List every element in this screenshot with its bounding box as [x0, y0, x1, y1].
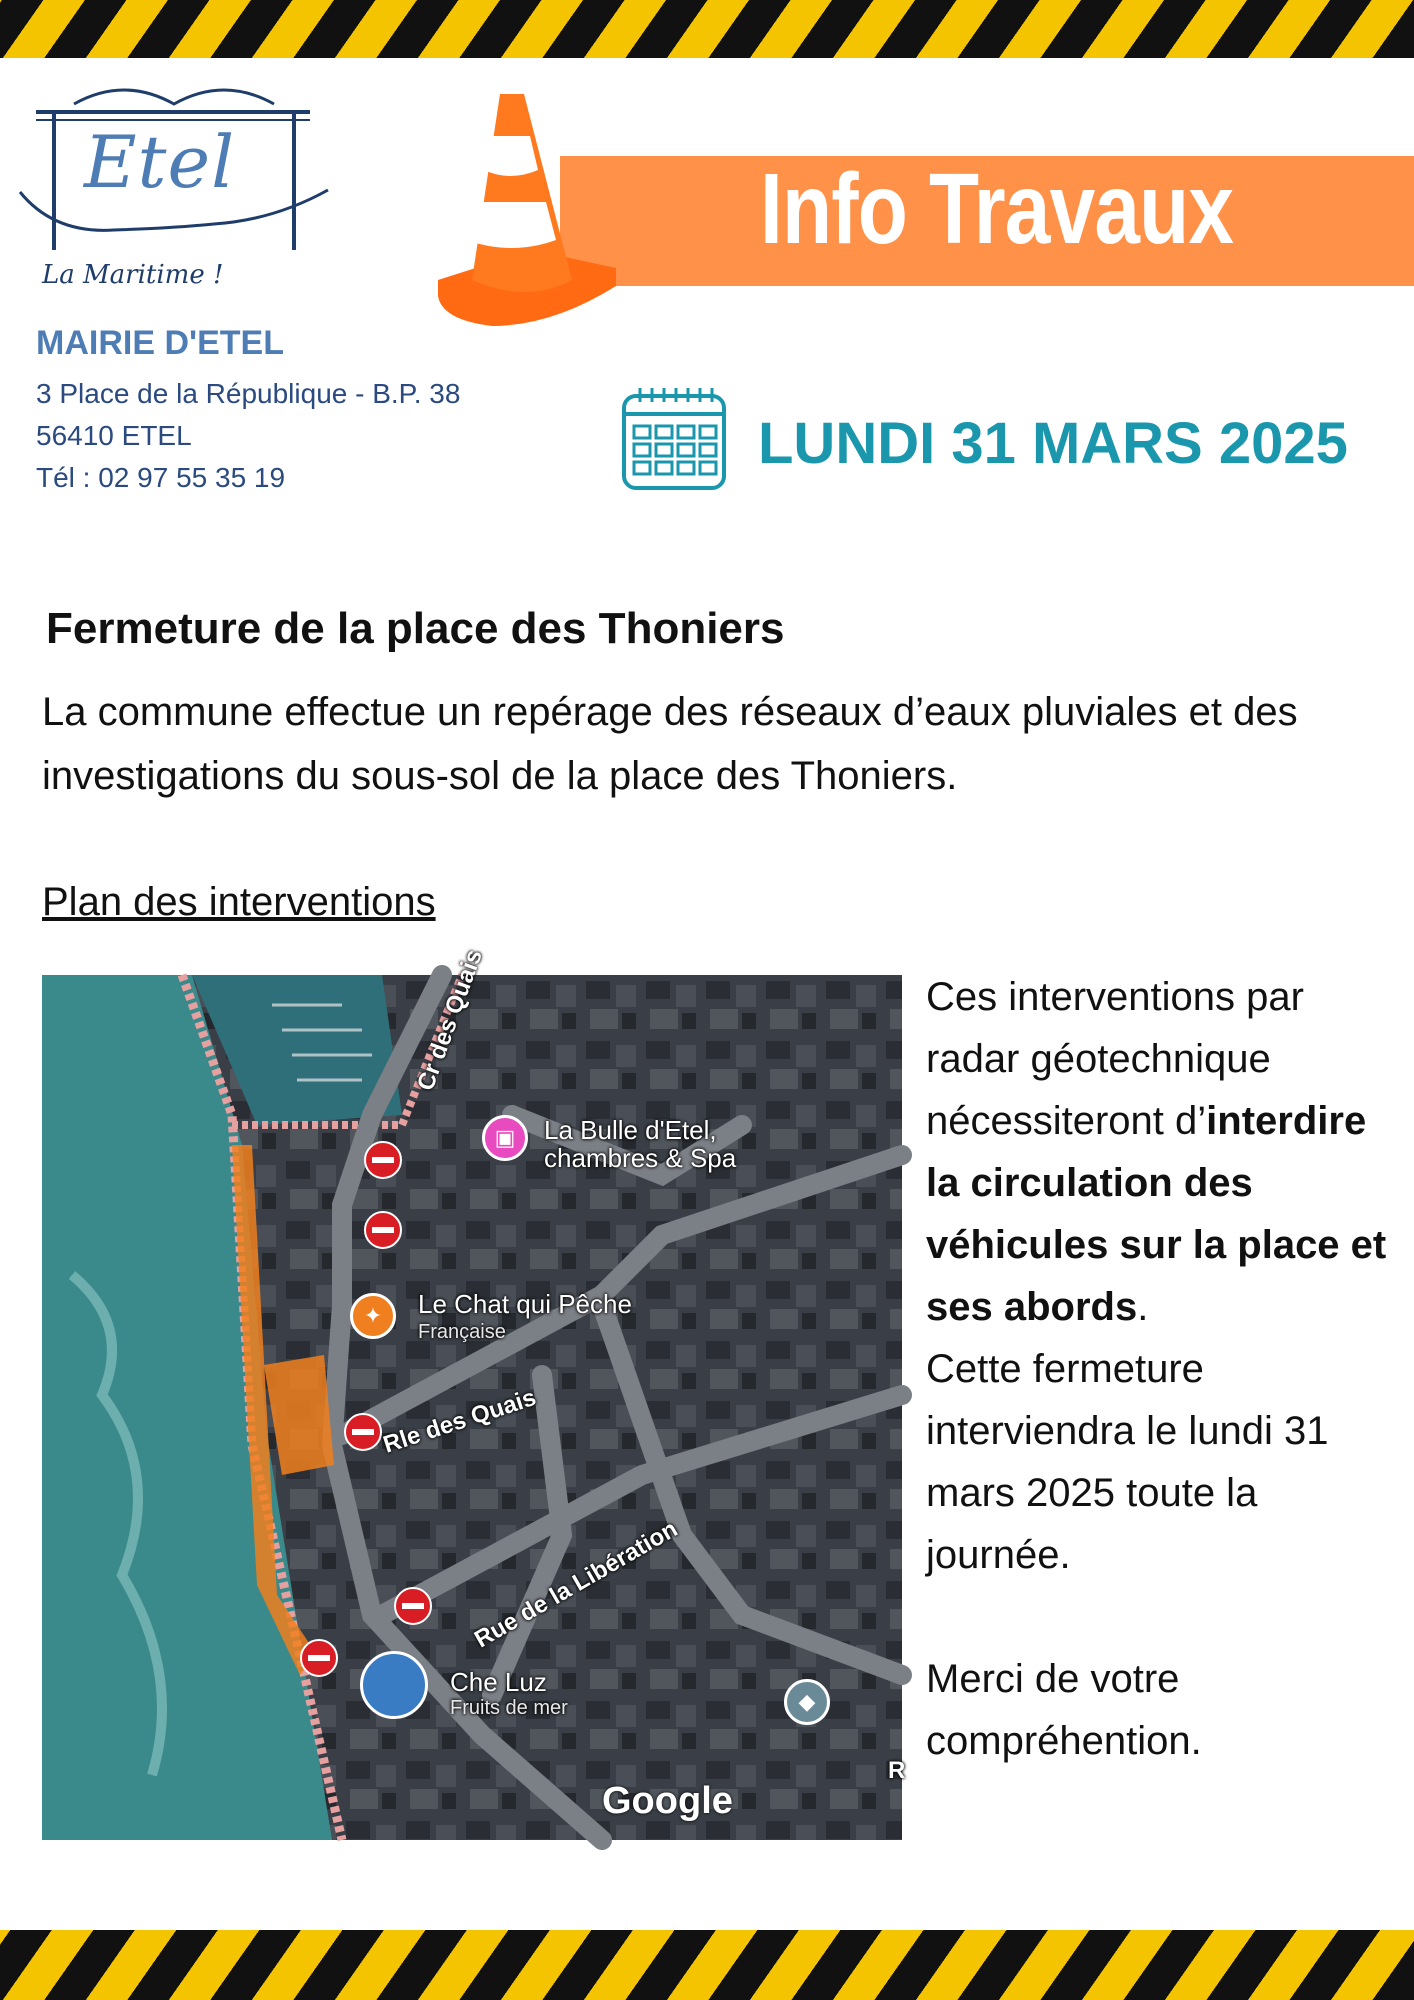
hotel-pin-icon: ▣ — [482, 1115, 528, 1161]
logo-tagline: La Maritime ! — [42, 260, 224, 290]
map-edge-label: R — [888, 1757, 906, 1784]
no-entry-icon — [344, 1413, 382, 1451]
hazard-stripes-bottom — [0, 1930, 1414, 2000]
school-pin-icon: ◆ — [784, 1679, 830, 1725]
plan-title: Plan des interventions — [42, 880, 436, 924]
org-name: MAIRIE D'ETEL — [36, 324, 284, 362]
side-emphasis: interdire la circulation des véhicules sur la place et ses abords — [926, 1099, 1387, 1329]
calendar-icon — [620, 384, 728, 497]
google-watermark: Google — [602, 1780, 733, 1822]
phone-line: Tél : 02 97 55 35 19 — [36, 462, 286, 493]
intervention-map — [42, 945, 906, 1840]
side-closing: Merci de votre compréhention. — [926, 1657, 1202, 1763]
map-place-name: Le Chat qui Pêche — [418, 1289, 632, 1319]
logo-script-text: Etel — [84, 120, 236, 204]
no-entry-icon — [364, 1141, 402, 1179]
map-place-subtitle: Fruits de mer — [450, 1697, 568, 1719]
map-place-name: chambres & Spa — [544, 1143, 737, 1173]
map-place-name: Che Luz — [450, 1667, 547, 1697]
notice-heading: Fermeture de la place des Thoniers — [46, 604, 785, 653]
address-line-2: 56410 ETEL — [36, 420, 192, 451]
address-line-1: 3 Place de la République - B.P. 38 — [36, 378, 461, 409]
side-paragraph-1: Ces interventions par radar géotechnique nécessiteront d’interdire la circulation des véhicules sur la place et ses abords. — [926, 975, 1387, 1329]
no-entry-icon — [364, 1211, 402, 1249]
map-place-subtitle: Française — [418, 1321, 506, 1343]
intro-paragraph: La commune effectue un repérage des réseaux d’eaux pluviales et des investigations du sous-sol de la place des Thoniers. — [42, 690, 1298, 798]
restaurant-pin-icon: ✦ — [350, 1293, 396, 1339]
side-paragraph-2: Cette fermeture interviendra le lundi 31 mars 2025 toute la journée. — [926, 1347, 1329, 1577]
no-entry-icon — [300, 1639, 338, 1677]
road-label: Cr des Quais — [412, 945, 489, 1095]
etel-logo — [14, 84, 334, 314]
map-place-name: La Bulle d'Etel, — [544, 1115, 717, 1145]
event-date: LUNDI 31 MARS 2025 — [758, 411, 1348, 476]
no-entry-icon — [394, 1587, 432, 1625]
traffic-cone-icon — [432, 90, 622, 340]
banner-title: Info Travaux — [760, 153, 1234, 265]
side-notice — [926, 966, 1396, 1772]
road-label: Rle des Quais — [380, 1383, 540, 1459]
restaurant-photo-pin — [360, 1651, 428, 1719]
hazard-stripes-top — [0, 0, 1414, 58]
road-label: Rue de la Libération — [470, 1515, 683, 1654]
